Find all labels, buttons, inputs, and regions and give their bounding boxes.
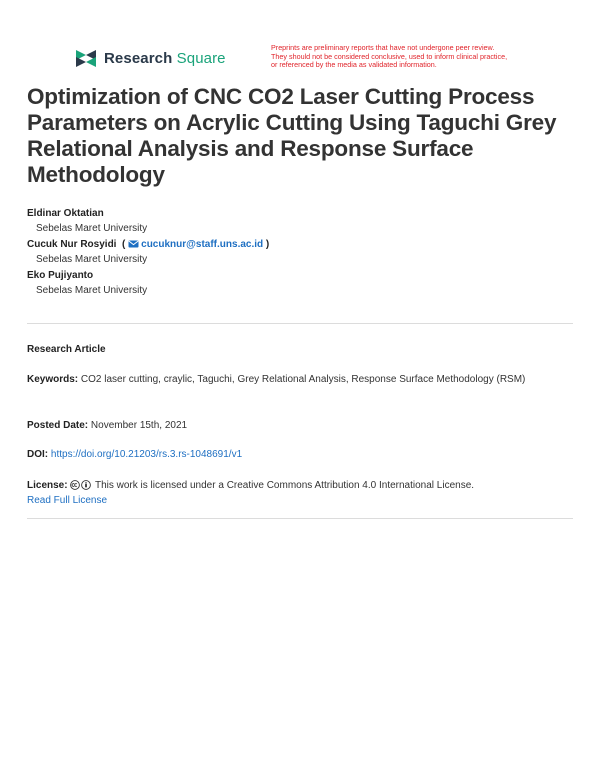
- author-name[interactable]: Eldinar Oktatian: [27, 208, 104, 219]
- author-affiliation: Sebelas Maret University: [36, 254, 148, 265]
- license-label: License:: [27, 480, 68, 491]
- doi-link[interactable]: https://doi.org/10.21203/rs.3.rs-1048691/v1: [50, 449, 243, 460]
- author-item: [27, 238, 572, 266]
- author-name-row: [27, 238, 572, 251]
- author-email-link[interactable]: cucuknur@staff.uns.ac.id: [141, 239, 264, 250]
- license: [27, 478, 572, 508]
- research-square-logo-icon: [74, 48, 98, 68]
- logo-text: Research Square: [104, 49, 226, 67]
- read-full-license-link[interactable]: Read Full License: [27, 495, 108, 506]
- author-item: [27, 269, 572, 297]
- author-name[interactable]: Eko Pujiyanto: [27, 270, 94, 281]
- keywords-value: CO2 laser cutting, craylic, Taguchi, Grey Relational Analysis, Response Surface Methodology (RSM): [80, 374, 526, 385]
- doi-label: DOI:: [27, 449, 49, 460]
- author-email-wrapper: ( cucuknur@staff.uns.ac.id ): [119, 239, 270, 250]
- doi: [27, 447, 572, 462]
- posted-date-value: November 15th, 2021: [90, 420, 188, 431]
- envelope-icon: [128, 240, 139, 248]
- article-type-label: Research Article: [27, 344, 106, 355]
- author-affiliation: Sebelas Maret University: [36, 223, 148, 234]
- research-square-logo[interactable]: [74, 48, 226, 68]
- article-type: [27, 342, 572, 357]
- attribution-icon: [81, 480, 91, 490]
- author-affiliation: Sebelas Maret University: [36, 285, 148, 296]
- keywords-label: Keywords:: [27, 374, 79, 385]
- license-text: This work is licensed under a Creative Commons Attribution 4.0 International License.: [94, 480, 475, 491]
- disclaimer-line: They should not be considered conclusive, used to inform clinical practice,: [271, 51, 508, 61]
- disclaimer-line: Preprints are preliminary reports that have not undergone peer review.: [271, 43, 495, 52]
- posted-date: [27, 418, 572, 433]
- divider: [27, 518, 573, 519]
- keywords: [27, 372, 572, 387]
- preprint-disclaimer: [271, 44, 541, 70]
- divider: [27, 323, 573, 324]
- author-name[interactable]: Cucuk Nur Rosyidi: [27, 239, 117, 250]
- author-item: [27, 207, 572, 235]
- author-list: [27, 207, 572, 300]
- header: [74, 44, 554, 76]
- paper-title: Optimization of CNC CO2 Laser Cutting Process Parameters on Acrylic Cutting Using Taguchi Grey Relational Analysis and Response Surface Methodology: [27, 84, 557, 187]
- posted-date-label: Posted Date:: [27, 420, 89, 431]
- disclaimer-line: or referenced by the media as validated information.: [271, 60, 437, 70]
- cc-icon: [70, 480, 80, 490]
